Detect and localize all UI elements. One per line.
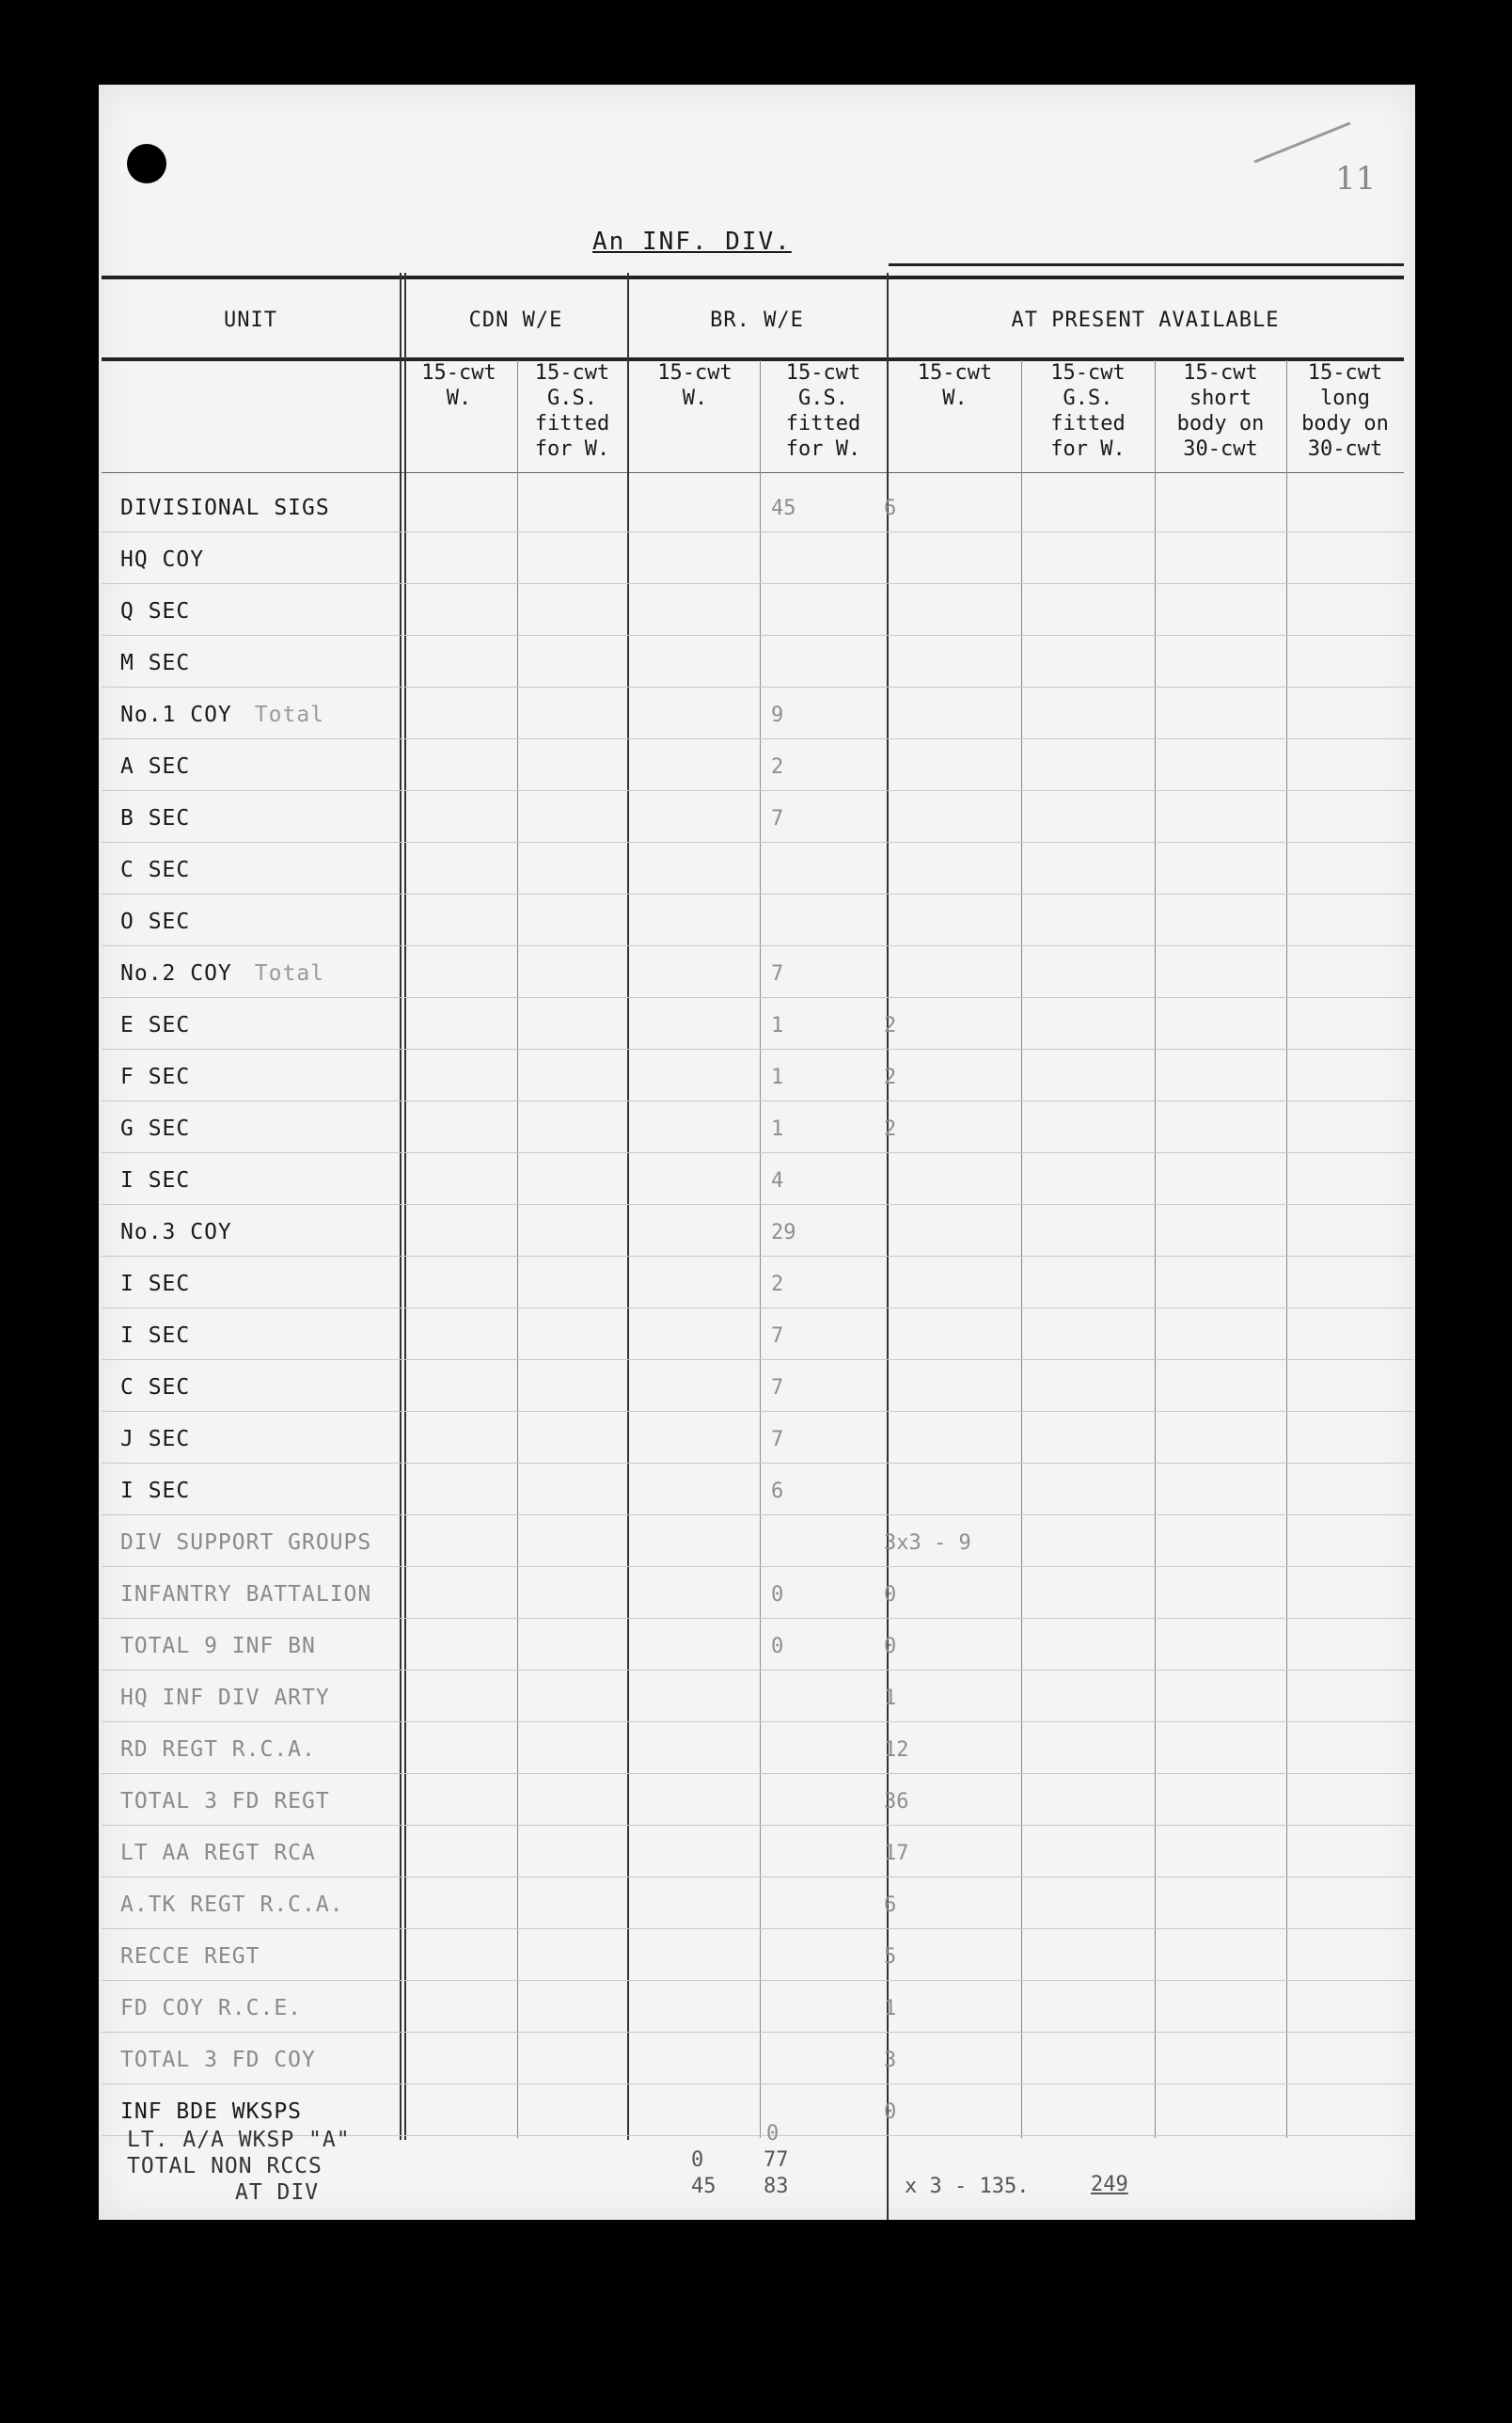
table-row: [102, 842, 1413, 895]
br-w-value: 7: [771, 1376, 784, 1400]
br-w-value: 7: [771, 1324, 784, 1348]
table-row: [102, 1204, 1413, 1257]
unit-label: F SEC: [120, 1065, 191, 1089]
br-gs-value: 2: [884, 1066, 897, 1089]
unit-label: No.3 COY: [120, 1220, 232, 1244]
header-cdn-we: CDN W/E: [468, 308, 563, 332]
br-gs-value: 12: [884, 1738, 909, 1762]
unit-label: TOTAL 9 INF BN: [120, 1634, 316, 1658]
br-gs-value: 36: [884, 1790, 909, 1813]
unit-label: A.TK REGT R.C.A.: [120, 1892, 344, 1917]
table-row: [102, 1307, 1413, 1360]
unit-label: HQ INF DIV ARTY: [120, 1686, 330, 1710]
unit-label: I SEC: [120, 1323, 191, 1348]
total-note: Total: [254, 961, 325, 986]
unit-label: DIVISIONAL SIGS: [120, 496, 330, 520]
unit-label: M SEC: [120, 651, 191, 675]
br-w-value: 45: [771, 497, 796, 520]
br-gs-value: 3x3 - 9: [884, 1531, 971, 1555]
table-row: [102, 738, 1413, 791]
table-row: [102, 1514, 1413, 1567]
table-row: [102, 1618, 1413, 1671]
br-w-value: 1: [771, 1014, 784, 1037]
header-unit: UNIT: [224, 308, 277, 332]
br-w-value: 1: [771, 1117, 784, 1141]
footer-line-2-br-w: 0: [691, 2148, 704, 2172]
br-w-value: 7: [771, 962, 784, 986]
header-top-rule: [102, 276, 1404, 279]
table-row: [102, 2032, 1413, 2084]
br-gs-value: 2: [884, 1117, 897, 1141]
header-top-rule-right: [889, 263, 1404, 266]
br-gs-value: 3: [884, 2049, 897, 2072]
footer-line-1-br-gs: 0: [766, 2122, 780, 2146]
table-row: [102, 1877, 1413, 1929]
br-w-value: 7: [771, 1428, 784, 1451]
br-w-value: 0: [771, 1635, 784, 1658]
unit-label: I SEC: [120, 1479, 191, 1503]
unit-label: I SEC: [120, 1168, 191, 1193]
unit-label: I SEC: [120, 1272, 191, 1296]
br-w-value: 4: [771, 1169, 784, 1193]
footer-calc: x 3 - 135.: [905, 2175, 1030, 2198]
footer-line-3-br-gs: 83: [764, 2175, 789, 2198]
table-row: [102, 1928, 1413, 1981]
header-br-we: BR. W/E: [710, 308, 804, 332]
table-row: [102, 635, 1413, 688]
header-present-available: AT PRESENT AVAILABLE: [1011, 308, 1280, 332]
table-row: [102, 687, 1413, 739]
subheader-avail-long: 15-cwt long body on 30-cwt: [1301, 361, 1389, 461]
subheader-avail-gs: 15-cwt G.S. fitted for W.: [1050, 361, 1126, 461]
unit-label: O SEC: [120, 910, 191, 934]
footer-line-3-br-w: 45: [691, 2175, 717, 2198]
subheader-avail-short: 15-cwt short body on 30-cwt: [1176, 361, 1265, 461]
footer-result: 249: [1091, 2173, 1128, 2196]
br-gs-value: 17: [884, 1842, 909, 1865]
br-gs-value: 0: [884, 1635, 897, 1658]
unit-label: RECCE REGT: [120, 1944, 260, 1969]
br-w-value: 6: [771, 1480, 784, 1503]
unit-label: LT AA REGT RCA: [120, 1841, 316, 1865]
unit-label: INFANTRY BATTALION: [120, 1582, 372, 1607]
unit-label: C SEC: [120, 1375, 191, 1400]
unit-label: J SEC: [120, 1427, 191, 1451]
table-row: [102, 583, 1413, 636]
subheader-br-w: 15-cwt W.: [657, 361, 732, 410]
br-w-value: 29: [771, 1221, 796, 1244]
subheader-avail-w: 15-cwt W.: [917, 361, 993, 410]
unit-label: C SEC: [120, 858, 191, 882]
subheader-br-gs: 15-cwt G.S. fitted for W.: [785, 361, 861, 461]
unit-label: No.1 COY Total: [120, 703, 325, 727]
footer-line-2-br-gs: 77: [764, 2148, 789, 2172]
unit-label: RD REGT R.C.A.: [120, 1737, 316, 1762]
table-row: [102, 894, 1413, 946]
total-note: Total: [254, 703, 325, 727]
br-gs-value: 1: [884, 1997, 897, 2020]
unit-label: Q SEC: [120, 599, 191, 624]
table-row: [102, 480, 1413, 532]
table-row: [102, 1773, 1413, 1826]
unit-label: DIV SUPPORT GROUPS: [120, 1530, 372, 1555]
table-row: [102, 1256, 1413, 1308]
table-row: [102, 1411, 1413, 1464]
table-row: [102, 1721, 1413, 1774]
subheader-cdn-gs: 15-cwt G.S. fitted for W.: [534, 361, 610, 461]
table-row: [102, 790, 1413, 843]
br-w-value: 9: [771, 704, 784, 727]
br-gs-value: 2: [884, 1014, 897, 1037]
corner-note: 11: [1335, 160, 1377, 198]
table-row: [102, 531, 1413, 584]
br-gs-value: 0: [884, 2100, 897, 2124]
table-row: [102, 1670, 1413, 1722]
br-gs-value: 0: [884, 1583, 897, 1607]
document-title: An INF. DIV.: [592, 228, 792, 256]
footer-line-3: AT DIV: [235, 2180, 320, 2205]
unit-label: HQ COY: [120, 547, 205, 572]
br-gs-value: 1: [884, 1687, 897, 1710]
table-row: [102, 1359, 1413, 1412]
br-gs-value: 6: [884, 1893, 897, 1917]
unit-label: TOTAL 3 FD COY: [120, 2048, 316, 2072]
footer-line-2: TOTAL NON RCCS: [127, 2154, 323, 2178]
table-row: [102, 1463, 1413, 1515]
punch-hole: [127, 144, 166, 183]
br-gs-value: 5: [884, 1945, 897, 1969]
unit-label: G SEC: [120, 1116, 191, 1141]
br-w-value: 1: [771, 1066, 784, 1089]
table-row: [102, 1152, 1413, 1205]
unit-label: E SEC: [120, 1013, 191, 1037]
unit-label: FD COY R.C.E.: [120, 1996, 303, 2020]
table-row: [102, 1825, 1413, 1877]
table-row: [102, 945, 1413, 998]
br-w-value: 2: [771, 755, 784, 779]
table-row: [102, 1101, 1413, 1153]
table-row: [102, 997, 1413, 1050]
footer-line-1: LT. A/A WKSP "A": [127, 2128, 351, 2152]
unit-label: No.2 COY Total: [120, 961, 325, 986]
br-w-value: 7: [771, 807, 784, 831]
unit-label: B SEC: [120, 806, 191, 831]
subheader-cdn-w: 15-cwt W.: [421, 361, 496, 410]
br-w-value: 2: [771, 1273, 784, 1296]
table-row: [102, 1049, 1413, 1101]
table-row: [102, 1566, 1413, 1619]
header-bottom-rule: [102, 472, 1404, 473]
unit-label: A SEC: [120, 754, 191, 779]
table-row: [102, 1980, 1413, 2033]
unit-label: TOTAL 3 FD REGT: [120, 1789, 330, 1813]
br-gs-value: 6: [884, 497, 897, 520]
br-w-value: 0: [771, 1583, 784, 1607]
unit-label: INF BDE WKSPS: [120, 2099, 303, 2124]
